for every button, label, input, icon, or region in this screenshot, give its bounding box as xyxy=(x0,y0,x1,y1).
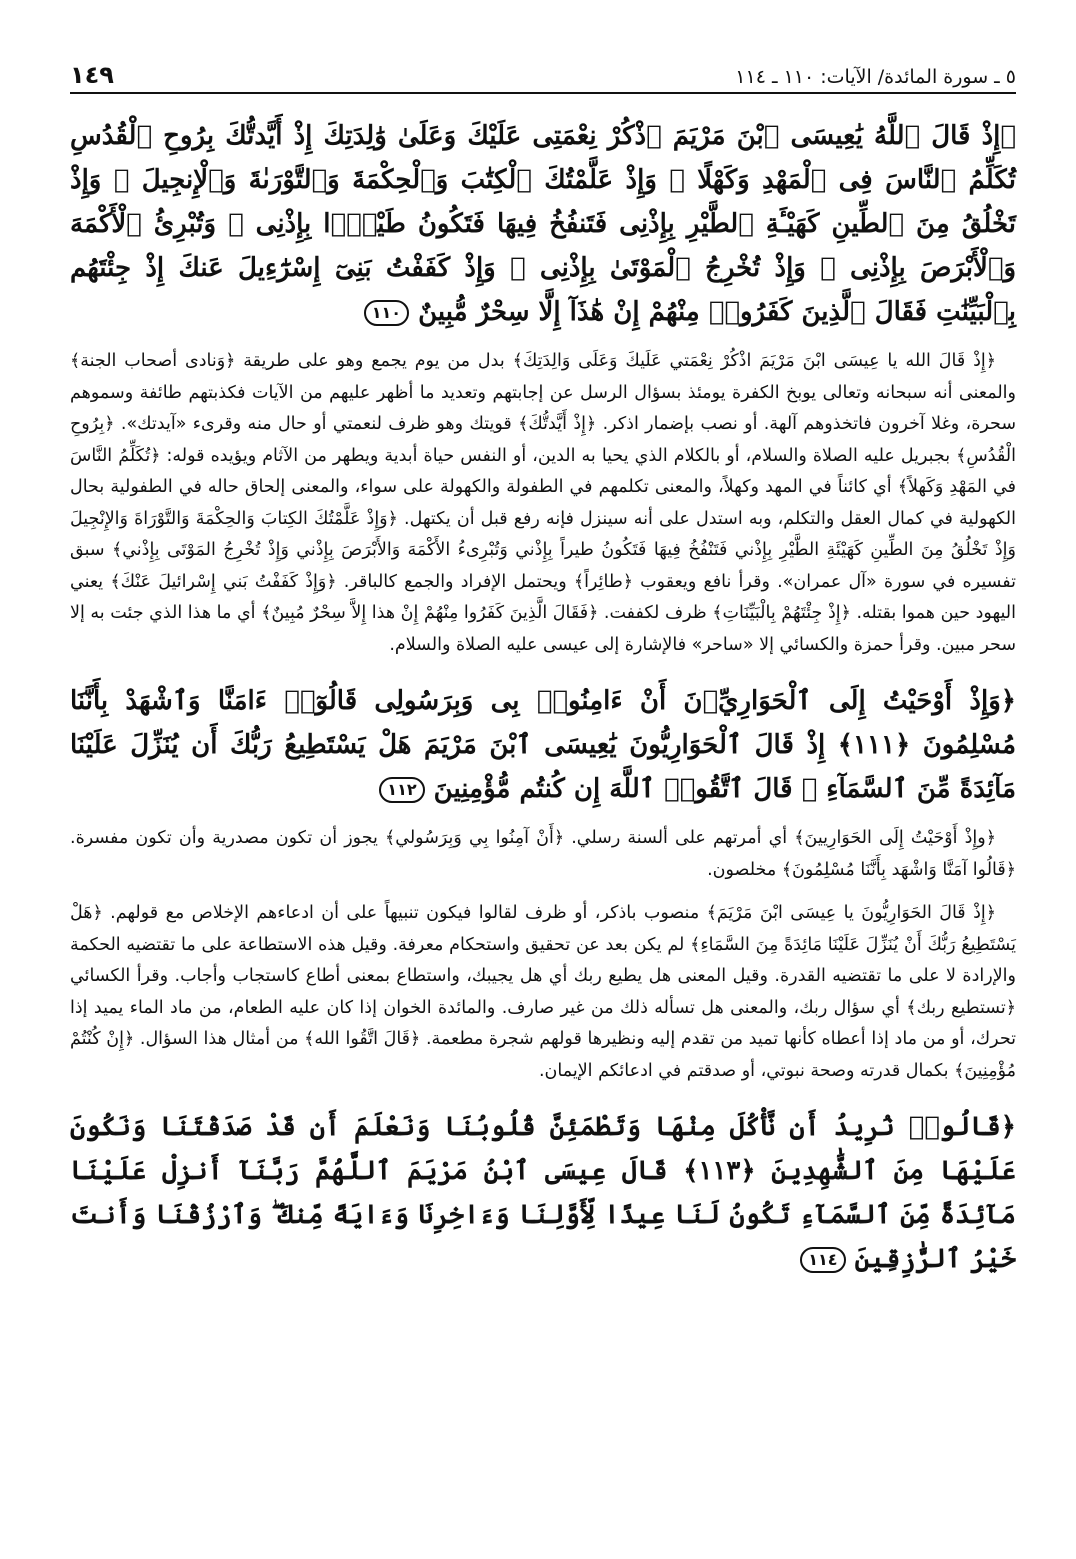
commentary-paragraph-3: ﴿إِذْ قَالَ الحَوَارِيُّونَ يا عِيسَى ابْنَ مَرْيَمَ﴾ منصوب باذكر، أو ظرف لقالوا فيكون تنبيهاً على أن ادعاءهم الإخلاص مع قولهم. ﴿هَلْ يَسْتَطِيعُ رَبُّكَ أَنْ يُنَزِّلَ عَلَيْنَا مَائِدَةً مِنَ السَّمَاءِ﴾ لم يكن بعد عن تحقيق واستحكام معرفة. وقيل هذه الاستطاعة على ما تقتضيه الحكمة والإرادة لا على ما تقتضيه القدرة. وقيل المعنى هل يطيع ربك أي هل يجيبك، واستطاع بمعنى أطاع كاستجاب وأجاب. وقرأ الكسائي ﴿تستطيع ربك﴾ أي سؤال ربك، والمعنى هل تسأله ذلك من غير صارف. والمائدة الخوان إذا كان عليه الطعام، من ماد الماء يميد إذا تحرك، أو من ماد إذا أعطاه كأنها تميد من تقدم إليه ونظيرها قولهم شجرة مطعمة. ﴿قَالَ اتَّقُوا الله﴾ من أمثال هذا السؤال. ﴿إِنْ كُنْتُمْ مُؤْمِنِينَ﴾ بكمال قدرته وصحة نبوتي، أو صدقتم في ادعائكم الإيمان. xyxy=(70,903,1016,1081)
page-header xyxy=(70,52,1016,94)
running-head: ٥ ـ سورة المائدة/ الآيات: ١١٠ ـ ١١٤ xyxy=(735,66,1016,88)
commentary-paragraph-1: ﴿إِذْ قَالَ الله يا عِيسَى ابْنَ مَرْيَمَ اذْكُرْ نِعْمَتي عَلَيكَ وَعَلَى وَالِدَتِكَ﴾ بدل من يوم يجمع وهو على طريقة ﴿وَنادى أصحاب الجنة﴾ والمعنى أنه سبحانه وتعالى يوبخ الكفرة يومئذ بسؤال الرسل عن إجابتهم وتعديد ما أظهر عليهم من الآيات فكذبتهم طائفة وسموهم سحرة، وغلا آخرون فاتخذوهم آلهة. أو نصب بإضمار اذكر. ﴿إِذْ أَيَّدتُّكَ﴾ قويتك وهو ظرف لنعمتي أو حال منه وقرىء «آيدتك». ﴿بِرُوحِ الْقُدُسِ﴾ بجبريل عليه الصلاة والسلام، أو بالكلام الذي يحيا به الدين، أو النفس حياة أبدية ويطهر من الآثام ويؤيده قوله: ﴿تُكَلِّمُ النَّاسَ في المَهْدِ وَكَهلاً﴾ أي كائناً في المهد وكهلاً، والمعنى تكلمهم في الطفولة والكهولة على سواء، والمعنى إلحاق حاله في الطفولية بحال الكهولية في كمال العقل والتكلم، وبه استدل على أنه سينزل فإنه رفع قبل أن يكتهل. ﴿وَإِذْ عَلَّمْتُكَ الكِتابَ وَالحِكْمَةَ وَالتَّوْرَاةَ وَالإِنْجِيلَ وَإِذْ تَخْلُقُ مِنَ الطِّينِ كَهَيْئَةِ الطَّيْرِ بِإِذْني فَتَنْفُخُ فِيهَا فَتَكُونُ طيراً بِإِذْني وَتُبْرِىءُ الأَكْمَهَ وَالأَبْرَصَ بِإِذْني وَإِذْ تُخْرِجُ المَوْتَى بِإِذْني﴾ سبق تفسيره في سورة «آل عمران». وقرأ نافع ويعقوب ﴿طائِراً﴾ ويحتمل الإفراد والجمع كالباقر. ﴿وَإِذْ كَفَفْتُ بَني إِسْرائيلَ عَنْكَ﴾ يعني اليهود حين هموا بقتله. ﴿إِذْ جِئْتَهُمْ بِالْبَيِّنَاتِ﴾ ظرف لكففت. ﴿فَقَالَ الَّذِينَ كَفَرُوا مِنْهُمْ إِنْ هذا إِلاَّ سِحْرٌ مُبِينٌ﴾ أي ما هذا الذي جئت به إلا سحر مبين. وقرأ حمزة والكسائي إلا «ساحر» فالإشارة إلى عيسى عليه الصلاة والسلام. xyxy=(70,351,1016,655)
book-page xyxy=(70,52,1016,1281)
verses-111-112-text: ﴿وَإِذْ أَوْحَيْتُ إِلَى ٱلْحَوَارِيِّۦنَ أَنْ ءَامِنُوا۟ بِى وَبِرَسُولِى قَالُوٓا۟ ءَامَنَّا وَٱشْهَدْ بِأَنَّنَا مُسْلِمُونَ ﴿١١١﴾ إِذْ قَالَ ٱلْحَوَارِيُّونَ يَٰعِيسَى ٱبْنَ مَرْيَمَ هَلْ يَسْتَطِيعُ رَبُّكَ أَن يُنَزِّلَ عَلَيْنَا مَآئِدَةً مِّنَ ٱلسَّمَآءِ ۖ قَالَ ٱتَّقُوا۟ ٱللَّهَ إِن كُنتُم مُّؤْمِنِينَ xyxy=(70,686,1016,804)
page-number: ١٤٩ xyxy=(70,61,114,89)
quran-verses-113-114 xyxy=(70,1105,1016,1281)
commentary-paragraph-2: ﴿وإِذْ أَوْحَيْتُ إِلَى الحَوَارِيينَ﴾ أي أمرتهم على ألسنة رسلي. ﴿أَنْ آمِنُوا بِي وَبِرَسُولي﴾ يجوز أن تكون مصدرية وأن تكون مفسرة. ﴿قَالُوا آمَنَّا وَاشْهَد بِأَنَّنَا مُسْلِمُونَ﴾ مخلصون. xyxy=(70,828,1016,880)
ayah-number-112: ١١٢ xyxy=(379,777,424,803)
quran-verse-110 xyxy=(70,114,1016,334)
ayah-number-114: ١١٤ xyxy=(800,1247,845,1273)
verse-110-text: ﴿إِذْ قَالَ ٱللَّهُ يَٰعِيسَى ٱبْنَ مَرْيَمَ ٱذْكُرْ نِعْمَتِى عَلَيْكَ وَعَلَىٰ وَٰلِدَتِكَ إِذْ أَيَّدتُّكَ بِرُوحِ ٱلْقُدُسِ تُكَلِّمُ ٱلنَّاسَ فِى ٱلْمَهْدِ وَكَهْلًا ۖ وَإِذْ عَلَّمْتُكَ ٱلْكِتَٰبَ وَٱلْحِكْمَةَ وَٱلتَّوْرَىٰةَ وَٱلْإِنجِيلَ ۖ وَإِذْ تَخْلُقُ مِنَ ٱلطِّينِ كَهَيْـَٔةِ ٱلطَّيْرِ بِإِذْنِى فَتَنفُخُ فِيهَا فَتَكُونُ طَيْرًۢا بِإِذْنِى ۖ وَتُبْرِئُ ٱلْأَكْمَهَ وَٱلْأَبْرَصَ بِإِذْنِى ۖ وَإِذْ تُخْرِجُ ٱلْمَوْتَىٰ بِإِذْنِى ۖ وَإِذْ كَفَفْتُ بَنِىٓ إِسْرَٰٓءِيلَ عَنكَ إِذْ جِئْتَهُم بِٱلْبَيِّنَٰتِ فَقَالَ ٱلَّذِينَ كَفَرُوا۟ مِنْهُمْ إِنْ هَٰذَآ إِلَّا سِحْرٌ مُّبِينٌ xyxy=(70,121,1016,327)
ayah-number-110: ١١٠ xyxy=(364,300,409,326)
quran-verses-111-112 xyxy=(70,679,1016,811)
verses-113-114-text: ﴿قَالُوا۟ نُرِيدُ أَن نَّأْكُلَ مِنْهَا وَتَطْمَئِنَّ قُلُوبُنَا وَنَعْلَمَ أَن قَدْ صَدَقْتَنَا وَنَكُونَ عَلَيْهَا مِنَ ٱلشَّٰهِدِينَ ﴿١١٣﴾ قَالَ عِيسَى ٱبْنُ مَرْيَمَ ٱللَّهُمَّ رَبَّنَآ أَنزِلْ عَلَيْنَا مَآئِدَةً مِّنَ ٱلسَّمَآءِ تَكُونُ لَنَا عِيدًا لِّأَوَّلِنَا وَءَاخِرِنَا وَءَايَةً مِّنكَ ۖ وَٱرْزُقْنَا وَأَنتَ خَيْرُ ٱلرَّٰزِقِينَ xyxy=(70,1112,1016,1274)
